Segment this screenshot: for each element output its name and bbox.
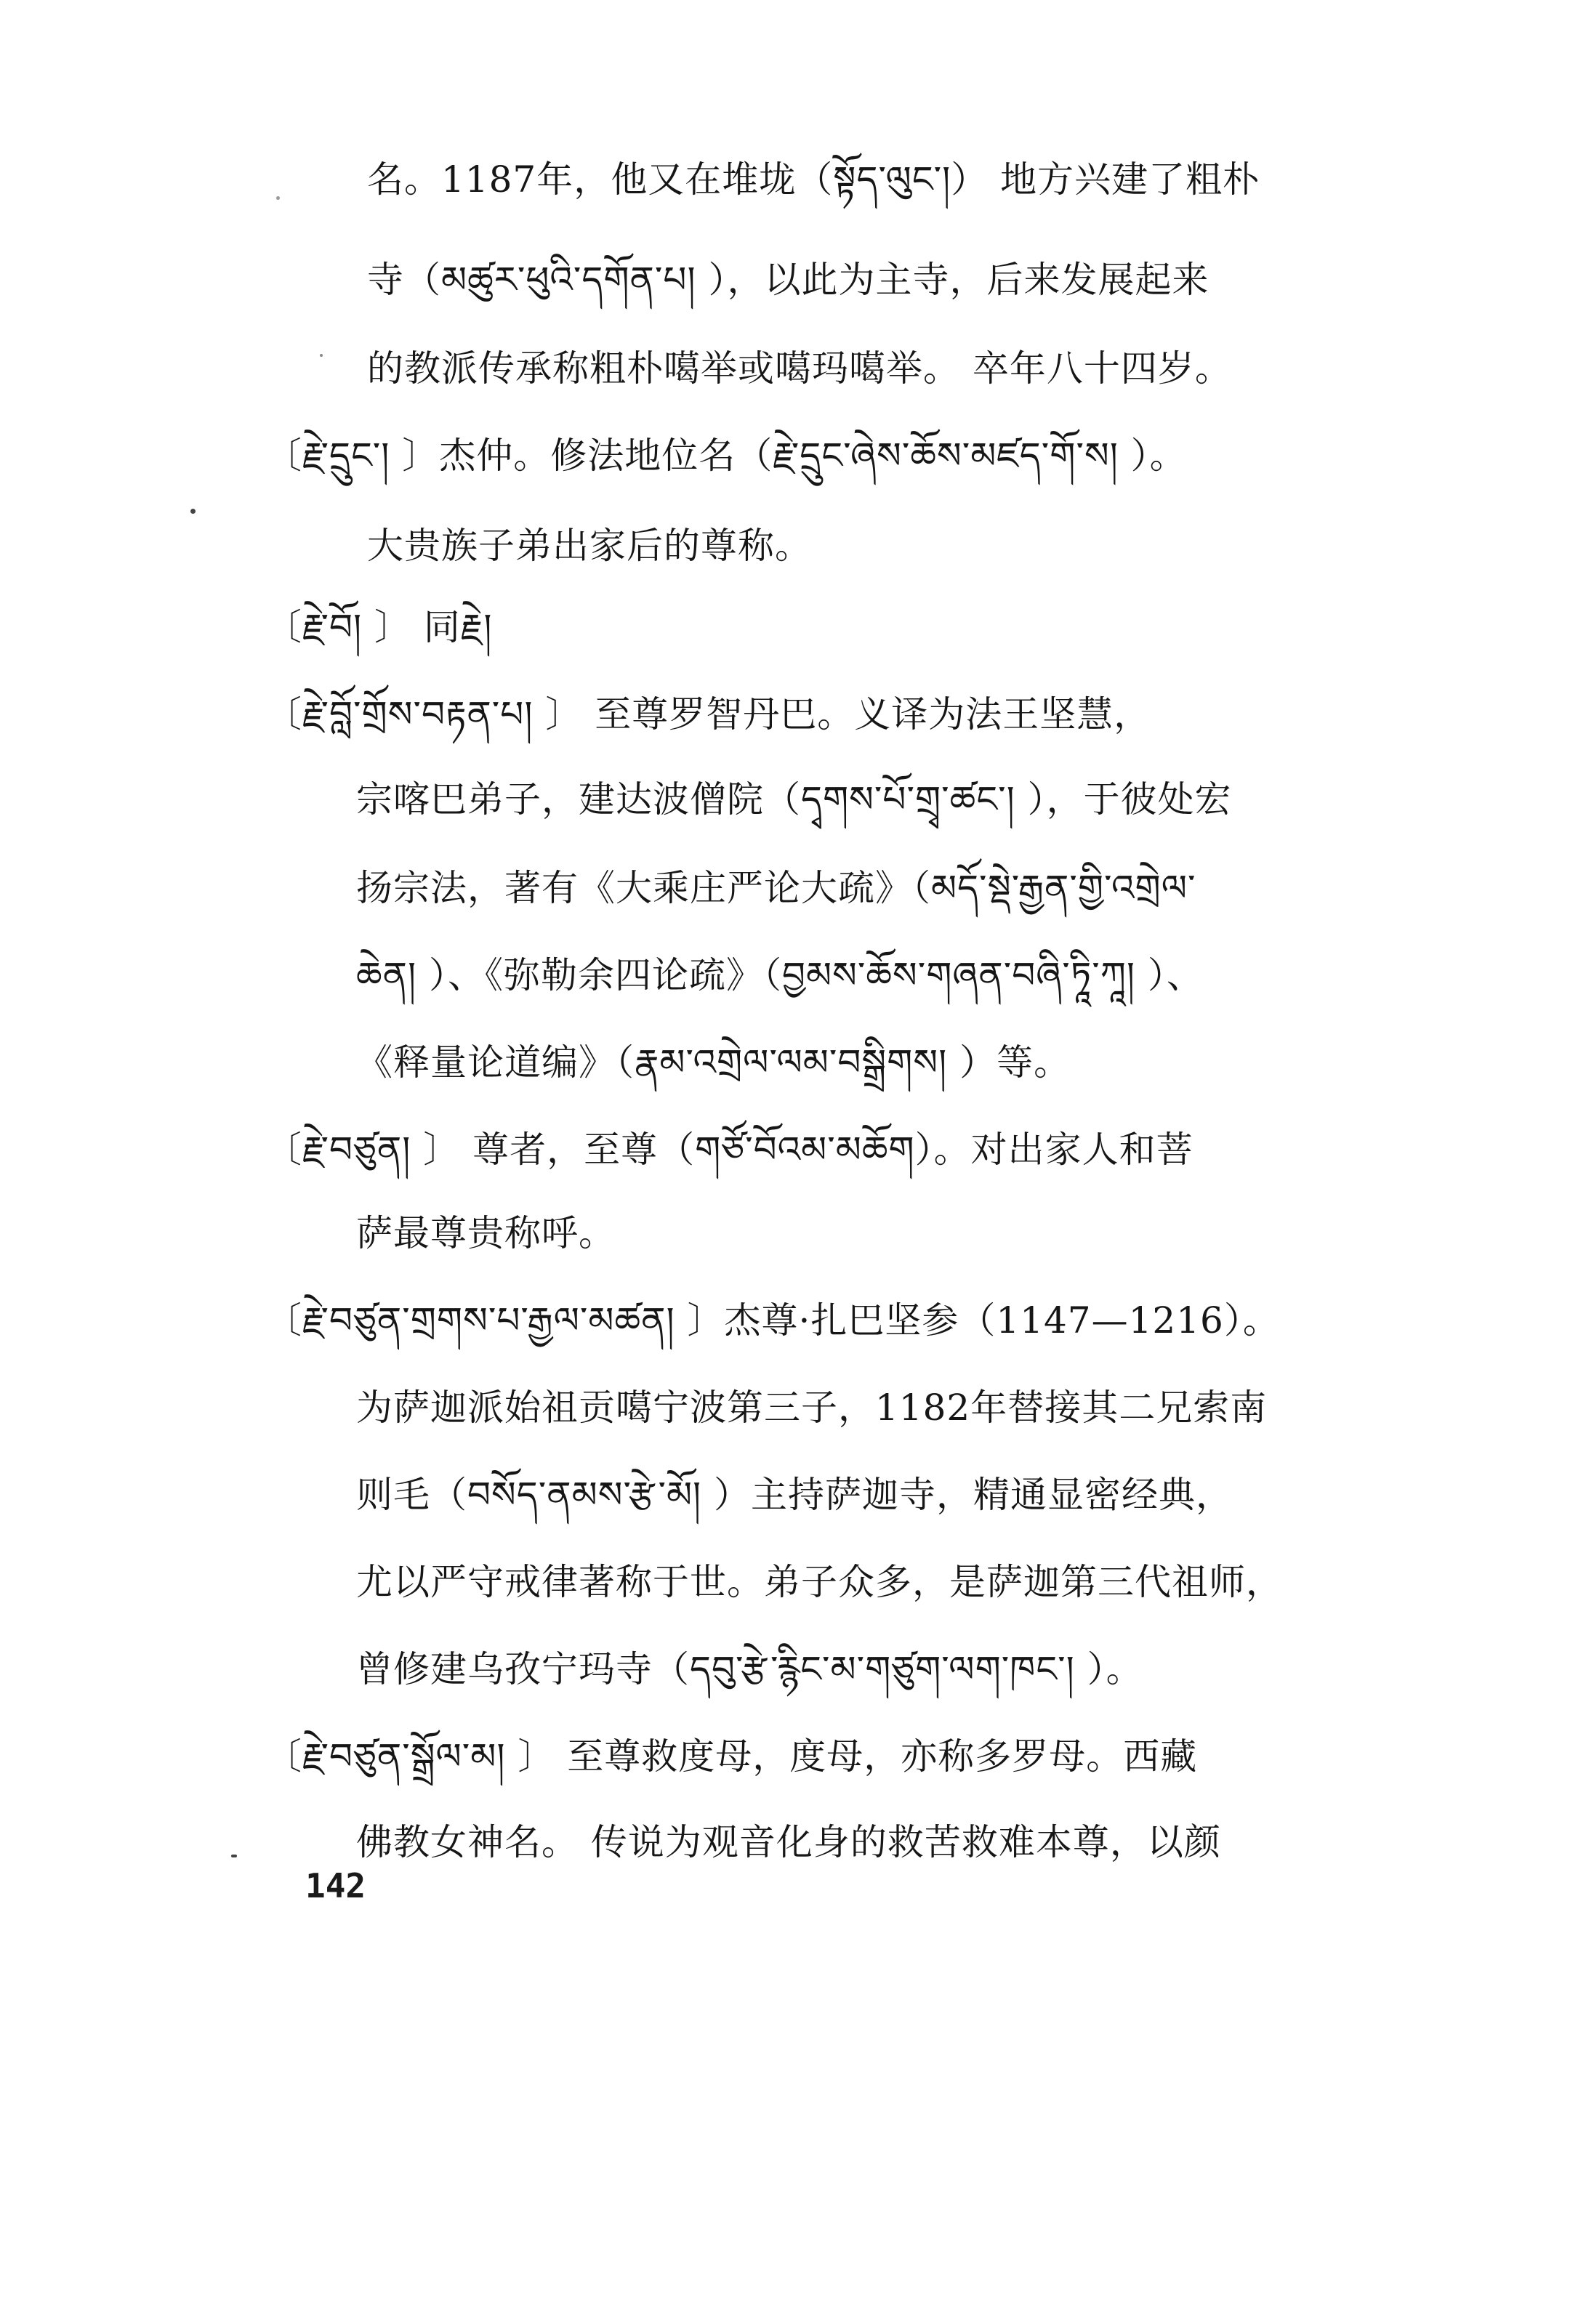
entry-heading-rje-bo: 〔རྗེ་བོ། 〕 同རྗེ། <box>265 606 493 648</box>
scan-speck <box>276 196 280 200</box>
scan-speck <box>231 1855 237 1857</box>
text-line: 大贵族子弟出家后的尊称。 <box>367 525 812 567</box>
text-line: 宗喀巴弟子，建达波僧院（དྭགས་པོ་གྲྭ་ཚང་། ），于彼处宏 <box>356 778 1232 820</box>
entry-heading-rje-btsun-sgrol-ma: 〔རྗེ་བཙུན་སྒྲོལ་མ། 〕 至尊救度母，度母，亦称多罗母。西藏 <box>265 1735 1198 1778</box>
entry-heading-rje-blo-gros-brtan-pa: 〔རྗེ་བློ་གྲོས་བརྟན་པ། 〕 至尊罗智丹巴。义译为法王坚慧， <box>265 693 1151 735</box>
text-line: 为萨迦派始祖贡噶宁波第三子，1182年替接其二兄索南 <box>356 1387 1268 1429</box>
text-line: 佛教女神名。 传说为观音化身的救苦救难本尊，以颜 <box>356 1821 1221 1863</box>
text-line: 《释量论道编》（རྣམ་འགྲེལ་ལམ་བསྒྲིགས། ）等。 <box>356 1041 1071 1084</box>
text-line: ཆེན། ）、《弥勒余四论疏》（བྱམས་ཆོས་གཞན་བཞི་ཏཱི་ཀཱ། ）、 <box>356 954 1204 996</box>
text-line: 名。1187年，他又在堆垅（སྟོད་ལུང་།） 地方兴建了粗朴 <box>367 158 1260 201</box>
text-line: 萨最尊贵称呼。 <box>356 1212 616 1254</box>
text-line: 的教派传承称粗朴噶举或噶玛噶举。 卒年八十四岁。 <box>367 347 1232 390</box>
entry-heading-rje-btsun-grags-pa-rgyal-mtshan: 〔རྗེ་བཙུན་གྲགས་པ་རྒྱལ་མཚན། 〕杰尊·扎巴坚参（1147—1216）。 <box>265 1299 1280 1341</box>
scan-speck <box>320 354 323 357</box>
text-line: 曾修建乌孜宁玛寺（དབུ་རྩེ་རྙིང་མ་གཙུག་ལག་ཁང་། ）。 <box>356 1648 1143 1690</box>
entry-heading-rje-drung: 〔རྗེ་དྲུང་། 〕杰仲。修法地位名（རྗེ་དྲུང་ཞེས་ཆོས་མཛད་གོ་ས། ）。 <box>265 435 1187 477</box>
text-line: 则毛（བསོད་ནམས་རྩེ་མོ། ）主持萨迦寺，精通显密经典， <box>356 1474 1233 1516</box>
text-line: 寺（མཚུར་ཕུའི་དགོན་པ། ），以此为主寺，后来发展起来 <box>367 259 1209 301</box>
text-line: 尤以严守戒律著称于世。弟子众多，是萨迦第三代祖师， <box>356 1561 1283 1603</box>
text-line: 扬宗法，著有《大乘庄严论大疏》（མདོ་སྡེ་རྒྱན་གྱི་འགྲེལ་ <box>356 867 1196 909</box>
entry-heading-rje-btsun: 〔རྗེ་བཙུན། 〕 尊者，至尊（གཙོ་བོའམ་མཆོག）。对出家人和菩 <box>265 1129 1193 1171</box>
scan-speck <box>190 509 196 514</box>
page-number: 142 <box>305 1866 366 1905</box>
